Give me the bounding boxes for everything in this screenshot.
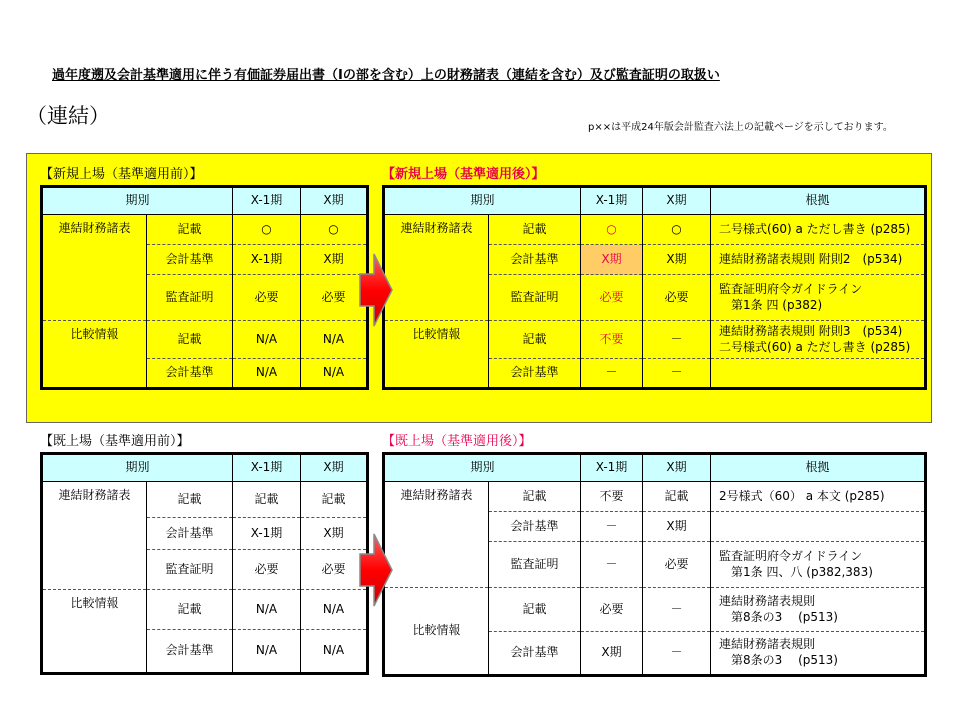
cell-x1: 必要 — [581, 275, 643, 321]
cell-x1-highlight: X期 — [581, 245, 643, 275]
row-item: 会計基準 — [147, 245, 233, 275]
header-x1: X-1期 — [581, 187, 643, 215]
table-new-before — [40, 185, 369, 390]
row-item: 記載 — [489, 588, 581, 632]
cell-x1: － — [581, 542, 643, 588]
basis-line: 連結財務諸表規則 — [719, 593, 816, 608]
cell-x: － — [643, 321, 711, 359]
cell-x1: ○ — [233, 215, 301, 245]
section-label-existing-after: 【既上場（基準適用後）】 — [382, 434, 532, 449]
cell-basis: 2号様式（60） a 本文 (p285) — [711, 482, 926, 512]
cell-x: － — [643, 588, 711, 632]
cell-basis — [711, 588, 926, 632]
cell-x1: 不要 — [581, 321, 643, 359]
row-item: 監査証明 — [489, 275, 581, 321]
cell-x: ○ — [643, 215, 711, 245]
row-category: 連結財務諸表 — [42, 215, 147, 321]
row-item: 記載 — [489, 482, 581, 512]
header-x: X期 — [643, 187, 711, 215]
section-label-new-after: 【新規上場（基準適用後）】 — [382, 167, 545, 182]
reference-note: p××は平成24年版会計監査六法上の記載ページを示しております。 — [588, 122, 893, 133]
page-subtitle: （連結） — [26, 104, 110, 128]
basis-line: 監査証明府令ガイドライン — [719, 281, 863, 296]
row-item: 監査証明 — [147, 275, 233, 321]
basis-line: 連結財務諸表規則 附則3 (p534) — [719, 323, 903, 338]
row-category: 比較情報 — [384, 588, 489, 676]
row-category: 連結財務諸表 — [42, 482, 147, 590]
header-x1: X-1期 — [233, 454, 301, 482]
basis-line: 連結財務諸表規則 — [719, 637, 816, 652]
right-arrow-icon — [358, 530, 394, 610]
cell-x: 必要 — [643, 275, 711, 321]
header-x: X期 — [301, 187, 368, 215]
row-item: 会計基準 — [147, 630, 233, 674]
basis-line: 第1条 四、八 (p382,383) — [719, 564, 873, 579]
cell-x1: X期 — [581, 632, 643, 676]
row-item: 会計基準 — [489, 632, 581, 676]
row-item: 会計基準 — [489, 359, 581, 389]
cell-x1: X-1期 — [233, 518, 301, 550]
table-existing-after — [382, 452, 927, 677]
basis-line: 二号様式(60) a ただし書き (p285) — [719, 339, 911, 354]
header-period: 期別 — [384, 454, 581, 482]
cell-basis — [711, 542, 926, 588]
cell-basis: 二号様式(60) a ただし書き (p285) — [711, 215, 926, 245]
header-basis: 根拠 — [711, 187, 926, 215]
row-item: 監査証明 — [489, 542, 581, 588]
table-new-after — [382, 185, 927, 390]
row-item: 監査証明 — [147, 550, 233, 590]
cell-x: 必要 — [301, 550, 368, 590]
header-period: 期別 — [42, 187, 233, 215]
row-item: 記載 — [489, 215, 581, 245]
cell-x: 必要 — [301, 275, 368, 321]
cell-x: N/A — [301, 321, 368, 359]
cell-x1: 必要 — [233, 275, 301, 321]
section-label-existing-before: 【既上場（基準適用前）】 — [40, 434, 190, 449]
header-period: 期別 — [384, 187, 581, 215]
cell-x1: ○ — [581, 215, 643, 245]
cell-x1: － — [581, 512, 643, 542]
cell-x1: N/A — [233, 630, 301, 674]
header-x: X期 — [301, 454, 368, 482]
cell-x: 必要 — [643, 542, 711, 588]
header-x1: X-1期 — [581, 454, 643, 482]
cell-x: N/A — [301, 359, 368, 389]
row-category: 比較情報 — [384, 321, 489, 389]
row-item: 記載 — [147, 482, 233, 518]
cell-x1: N/A — [233, 321, 301, 359]
cell-x: X期 — [301, 518, 368, 550]
row-item: 会計基準 — [147, 359, 233, 389]
cell-x: N/A — [301, 630, 368, 674]
row-item: 記載 — [147, 590, 233, 630]
cell-basis — [711, 275, 926, 321]
header-basis: 根拠 — [711, 454, 926, 482]
cell-x: － — [643, 359, 711, 389]
page-title: 過年度遡及会計基準適用に伴う有価証券届出書（Ⅰの部を含む）上の財務諸表（連結を含む）及び監査証明の取扱い — [52, 68, 720, 83]
cell-x1: 必要 — [581, 588, 643, 632]
cell-x1: － — [581, 359, 643, 389]
cell-basis: 連結財務諸表規則 附則2 (p534) — [711, 245, 926, 275]
cell-x: － — [643, 632, 711, 676]
cell-x: ○ — [301, 215, 368, 245]
right-arrow-icon — [358, 250, 394, 330]
row-category: 連結財務諸表 — [384, 215, 489, 321]
cell-x: 記載 — [301, 482, 368, 518]
cell-x1: N/A — [233, 590, 301, 630]
cell-x: X期 — [301, 245, 368, 275]
row-category: 連結財務諸表 — [384, 482, 489, 588]
row-item: 会計基準 — [489, 512, 581, 542]
table-existing-before — [40, 452, 369, 675]
cell-basis — [711, 321, 926, 359]
cell-basis — [711, 512, 926, 542]
header-x: X期 — [643, 454, 711, 482]
row-item: 会計基準 — [147, 518, 233, 550]
cell-x1: N/A — [233, 359, 301, 389]
row-category: 比較情報 — [42, 321, 147, 389]
cell-basis — [711, 632, 926, 676]
cell-x1: 記載 — [233, 482, 301, 518]
basis-line: 監査証明府令ガイドライン — [719, 548, 863, 563]
row-item: 記載 — [147, 321, 233, 359]
cell-x1: 必要 — [233, 550, 301, 590]
row-item: 会計基準 — [489, 245, 581, 275]
basis-line: 第8条の3 (p513) — [719, 609, 838, 624]
header-x1: X-1期 — [233, 187, 301, 215]
section-label-new-before: 【新規上場（基準適用前）】 — [40, 167, 203, 182]
cell-x1: X-1期 — [233, 245, 301, 275]
row-category: 比較情報 — [42, 590, 147, 674]
cell-x: 記載 — [643, 482, 711, 512]
cell-x1: 不要 — [581, 482, 643, 512]
cell-x: N/A — [301, 590, 368, 630]
basis-line: 第8条の3 (p513) — [719, 653, 838, 667]
basis-line: 第1条 四 (p382) — [719, 297, 823, 312]
cell-x: X期 — [643, 245, 711, 275]
header-period: 期別 — [42, 454, 233, 482]
cell-basis — [711, 359, 926, 389]
cell-x: X期 — [643, 512, 711, 542]
row-item: 記載 — [147, 215, 233, 245]
row-item: 記載 — [489, 321, 581, 359]
